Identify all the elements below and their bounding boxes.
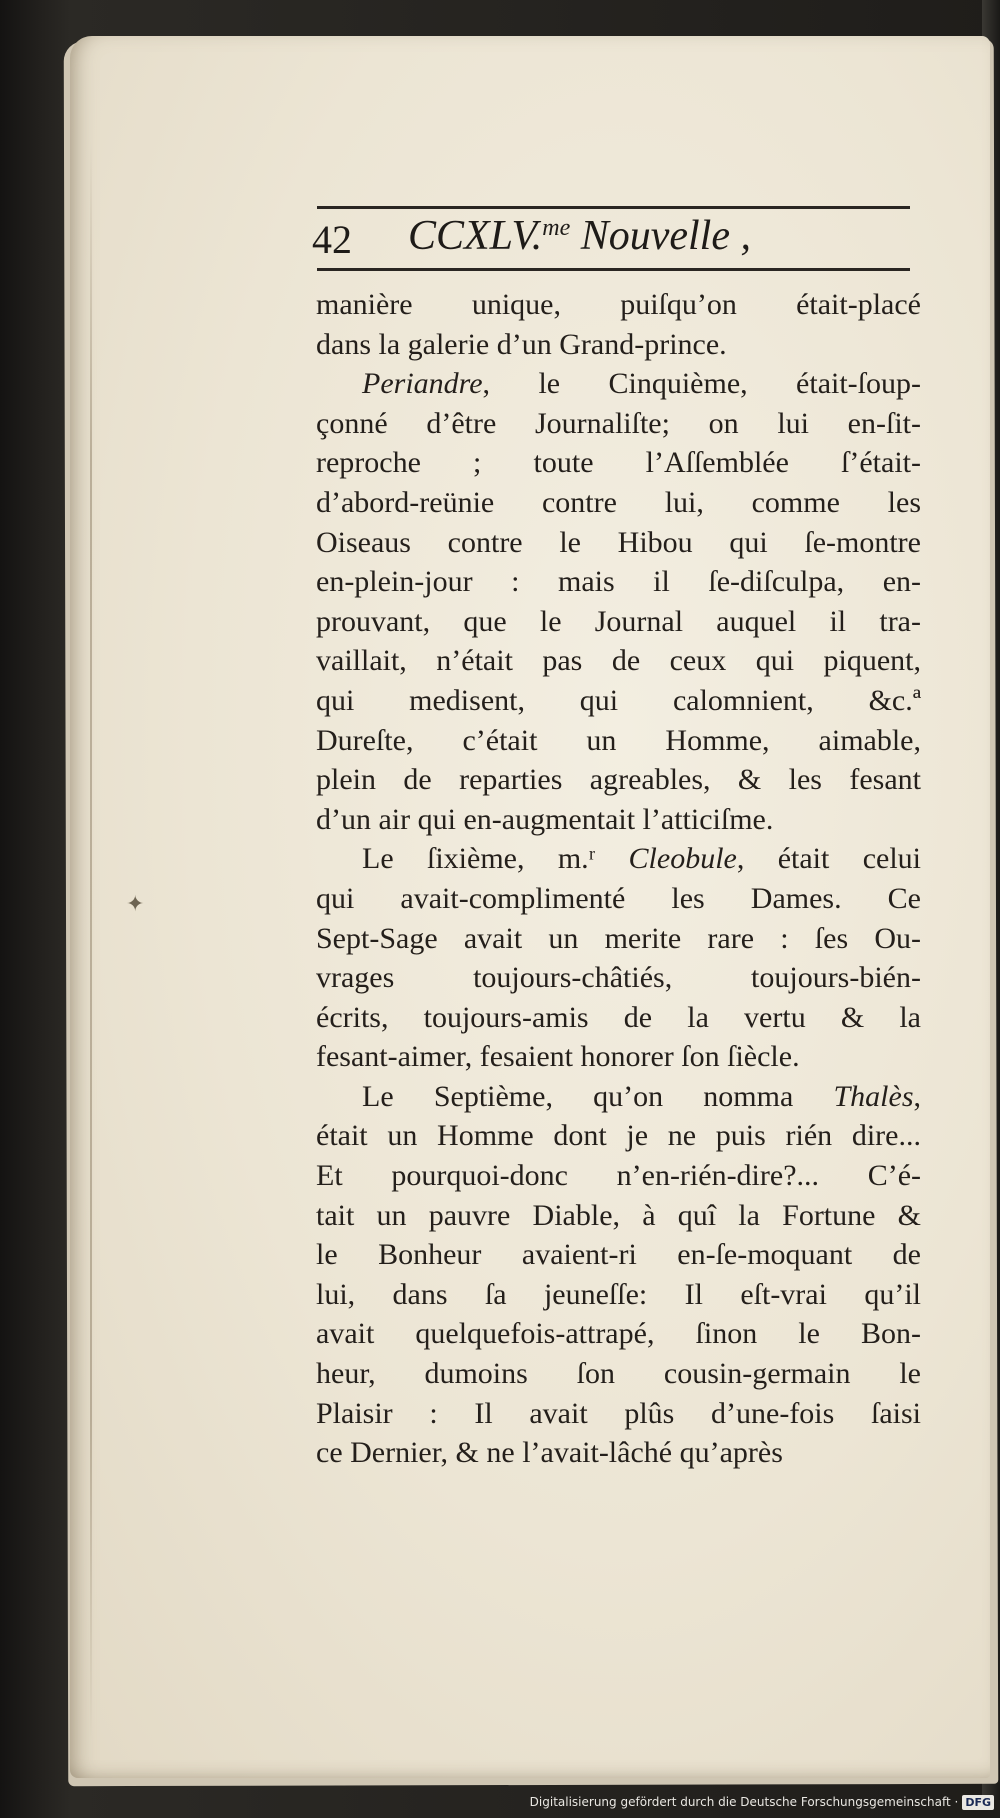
text-line: prouvant, que le Journal auquel il tra- xyxy=(316,604,921,638)
text-line: le Bonheur avaient-ri en-ſe-moquant de xyxy=(316,1238,921,1272)
italic-name: Periandre xyxy=(362,367,483,401)
text-line: dans la galerie d’un Grand-prince. xyxy=(316,327,727,361)
text-line: heur, dumoins ſon cousin-germain le xyxy=(316,1357,921,1391)
text-line: ce Dernier, & ne l’avait-lâché qu’après xyxy=(316,1436,783,1470)
text-line: Et pourquoi-donc n’en-rién-dire?... C’é- xyxy=(316,1159,921,1193)
text-line: écrits, toujours-amis de la vertu & la xyxy=(316,1000,921,1034)
text-line xyxy=(316,364,921,404)
gutter-fold xyxy=(90,140,92,1740)
text-segment: Le Septième, qu’on nomma xyxy=(362,1079,834,1113)
margin-ornament: ✦ xyxy=(126,892,145,917)
text-line: Oiseaus contre le Hibou qui ſe-montre xyxy=(316,525,921,559)
text-line: était un Homme dont je ne puis rién dire... xyxy=(316,1119,921,1153)
page-number: 42 xyxy=(312,217,352,262)
digitization-credit xyxy=(530,1790,994,1814)
body-text xyxy=(316,285,921,1473)
text-line: avait quelquefois-attrapé, ſinon le Bon- xyxy=(316,1317,921,1351)
chapter-title-superscript: me xyxy=(542,215,571,241)
running-head xyxy=(312,200,912,278)
text-line xyxy=(316,1077,921,1117)
header-rule-bottom xyxy=(317,268,910,271)
header-rule-top xyxy=(317,206,910,209)
text-line: Dureſte, c’était un Homme, aimable, xyxy=(316,723,921,757)
chapter-title-rest: Nouvelle , xyxy=(570,213,751,259)
text-line: Plaisir : Il avait plûs d’une-fois ſaisi xyxy=(316,1396,921,1430)
text-segment: Le ſixième, m.ʳ xyxy=(362,842,629,876)
text-line: çonné d’être Journaliſte; on lui en-ſit- xyxy=(316,406,921,440)
text-segment: , était celui xyxy=(736,842,921,876)
italic-name: Cleobule xyxy=(628,842,737,876)
text-line: en-plein-jour : mais il ſe-diſculpa, en- xyxy=(316,565,921,599)
italic-name: Thalès xyxy=(833,1079,914,1113)
text-line: d’abord-reünie contre lui, comme les xyxy=(316,485,921,519)
text-line: reproche ; toute l’Aſſemblée ſ’était- xyxy=(316,446,921,480)
text-segment: , le Cinquième, était-ſoup- xyxy=(482,367,921,401)
text-line: vrages toujours-châtiés, toujours-bién- xyxy=(316,961,921,995)
dfg-logo: DFG xyxy=(962,1795,994,1810)
text-line xyxy=(316,839,921,879)
credit-text: Digitalisierung gefördert durch die Deutsche Forschungsgemeinschaft · xyxy=(529,1795,959,1809)
text-segment: , xyxy=(913,1079,921,1113)
text-line: Sept-Sage avait un merite rare : ſes Ou- xyxy=(316,921,921,955)
text-line: d’un air qui en-augmentait l’atticiſme. xyxy=(316,802,774,836)
text-line: tait un pauvre Diable, à quî la Fortune & xyxy=(316,1198,921,1232)
text-line: plein de reparties agreables, & les fesant xyxy=(316,763,921,797)
chapter-title-numeral: CCXLV. xyxy=(408,213,543,259)
chapter-title xyxy=(408,212,751,260)
text-line: vaillait, n’était pas de ceux qui piquent, xyxy=(316,644,921,678)
text-line: qui medisent, qui calomnient, &c.ª xyxy=(316,683,921,717)
text-line: lui, dans ſa jeuneſſe: Il eſt-vrai qu’il xyxy=(316,1277,921,1311)
text-line: manière unique, puiſqu’on était-placé xyxy=(316,288,921,321)
text-line: qui avait-complimenté les Dames. Ce xyxy=(316,881,921,915)
text-line: fesant-aimer, fesaient honorer ſon ſiècle. xyxy=(316,1040,800,1074)
